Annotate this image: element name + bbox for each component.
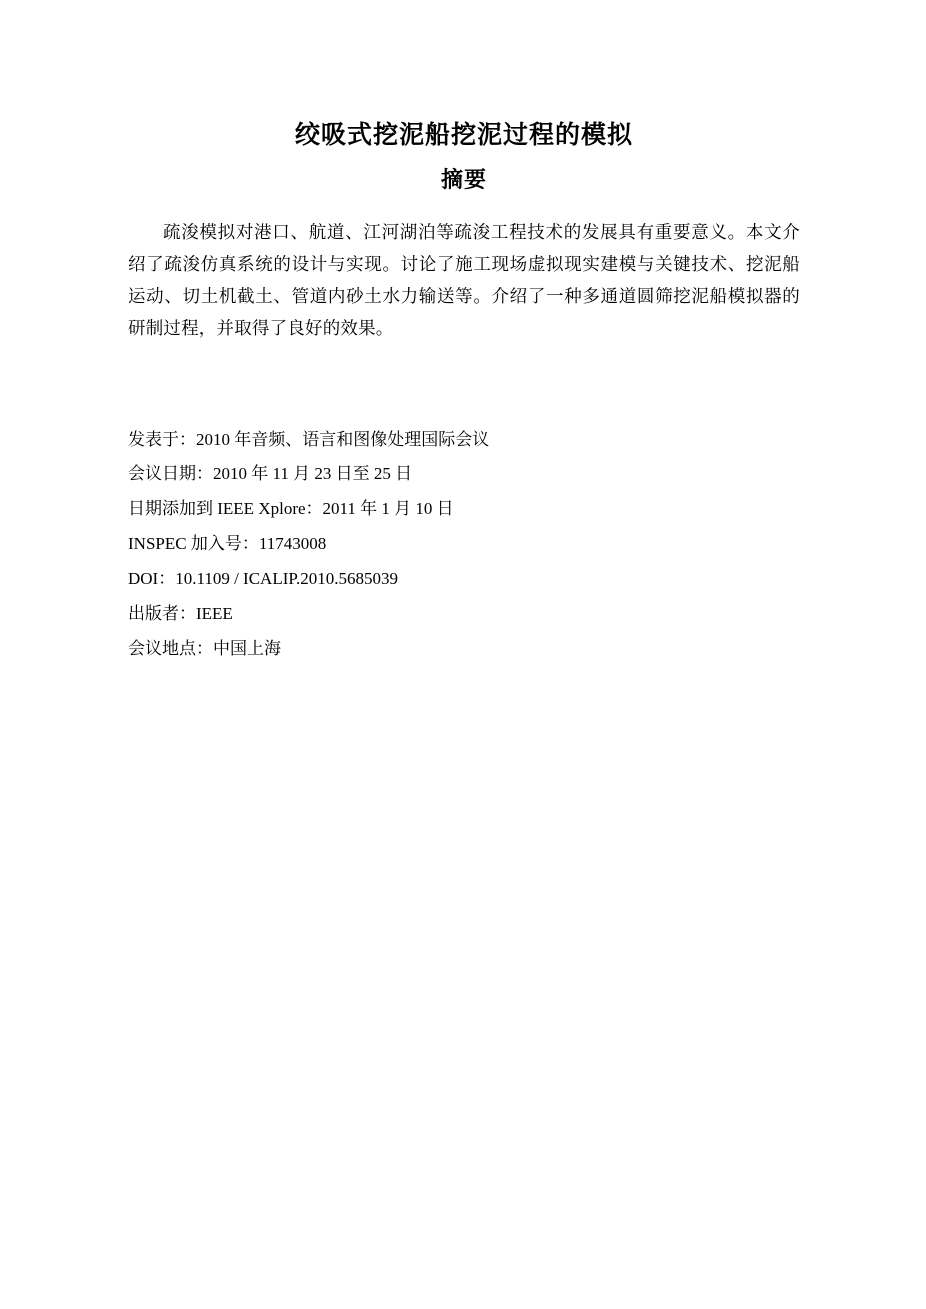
metadata-label: 会议地点： [128,638,213,658]
metadata-value: 10.1109 / ICALIP.2010.5685039 [175,568,398,588]
metadata-value: 2011 年 1 月 10 日 [322,499,454,519]
metadata-value: 中国上海 [213,638,281,658]
page-content [128,0,800,666]
metadata-label: INSPEC 加入号： [128,534,259,554]
metadata-row [128,492,800,527]
metadata-label: 出版者： [128,603,196,623]
metadata-row [128,423,800,458]
abstract-text: 疏浚模拟对港口、航道、江河湖泊等疏浚工程技术的发展具有重要意义。本文介绍了疏浚仿真系统的设计与实现。讨论了施工现场虚拟现实建模与关键技术、挖泥船运动、切土机截土、管道内砂土水力输送等。介绍了一种多通道圆筛挖泥船模拟器的研制过程，并取得了良好的效果。 [128,222,800,338]
metadata-row [128,457,800,492]
metadata-row [128,527,800,562]
publication-metadata [128,423,800,667]
metadata-value: IEEE [196,603,233,623]
metadata-row [128,597,800,632]
metadata-row [128,562,800,597]
abstract-heading: 摘要 [440,166,487,192]
metadata-value: 2010 年 11 月 23 日至 25 日 [213,464,413,484]
metadata-row [128,632,800,667]
metadata-label: 发表于： [128,429,196,449]
metadata-value: 11743008 [258,534,327,554]
metadata-label: 会议日期： [128,464,213,484]
page-title: 绞吸式挖泥船挖泥过程的模拟 [294,121,633,149]
metadata-label: 日期添加到 IEEE Xplore： [128,499,323,519]
metadata-label: DOI： [128,568,176,588]
metadata-value: 2010 年音频、语言和图像处理国际会议 [196,429,490,449]
